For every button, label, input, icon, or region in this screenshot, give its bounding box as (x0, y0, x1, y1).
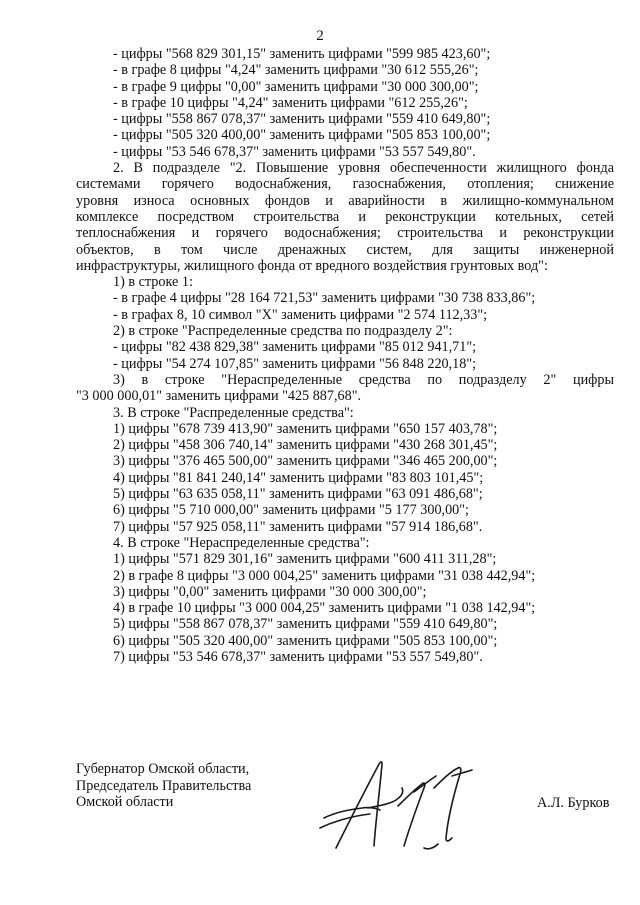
text-line: 5) цифры "63 635 058,11" заменить цифрами "63 091 486,68"; (113, 486, 483, 503)
text-line: - цифры "568 829 301,15" заменить цифрами "599 985 423,60"; (113, 46, 491, 62)
signatory-name: А.Л. Бурков (537, 795, 610, 811)
text-line: "3 000 000,01" заменить цифрами "425 887,68". (76, 388, 362, 405)
signatory-position-line: Губернатор Омской области, (76, 761, 250, 777)
text-line: 1) в строке 1: (113, 274, 193, 291)
text-line: 2) цифры "458 306 740,14" заменить цифрами "430 268 301,45"; (113, 437, 498, 454)
text-line: - в графах 8, 10 символ "Х" заменить цифрами "2 574 112,33"; (113, 306, 488, 323)
signatory-position-line: Председатель Правительства (76, 777, 252, 794)
text-line: 1) цифры "571 829 301,16" заменить цифрами "600 411 311,28"; (113, 551, 497, 568)
text-line: уровня износа основных фондов и аварийности в жилищно-коммунальном (76, 192, 614, 209)
text-line: 5) цифры "558 867 078,37" заменить цифрами "559 410 649,80"; (113, 616, 498, 633)
text-line: инфраструктуры, жилищного фонда от вредного воздействия грунтовых вод": (76, 257, 548, 274)
text-line: - цифры "558 867 078,37" заменить цифрами "559 410 649,80"; (113, 111, 491, 128)
text-line: - цифры "53 546 678,37" заменить цифрами "53 557 549,80". (113, 143, 476, 160)
text-line: - в графе 9 цифры "0,00" заменить цифрами "30 000 300,00"; (113, 78, 479, 95)
text-line: 1) цифры "678 739 413,90" заменить цифрами "650 157 403,78"; (113, 420, 498, 437)
handwritten-signature (318, 748, 498, 858)
text-line: - в графе 4 цифры "28 164 721,53" заменить цифрами "30 738 833,86"; (113, 290, 536, 307)
text-line: теплоснабжения и горячего водоснабжения; строительства и реконструкции (76, 225, 614, 242)
text-line: - цифры "505 320 400,00" заменить цифрами "505 853 100,00"; (113, 127, 491, 144)
document-body (76, 46, 614, 665)
text-line: 2) в графе 8 цифры "3 000 004,25" заменить цифрами "31 038 442,94"; (113, 567, 536, 584)
text-line: системами горячего водоснабжения, газоснабжения, отопления; снижение (76, 176, 614, 193)
text-line: 3. В строке "Распределенные средства": (113, 404, 354, 421)
text-line: объектов, в том числе дренажных систем, для защиты инженерной (76, 241, 614, 258)
text-line: 2) в строке "Распределенные средства по подразделу 2": (113, 323, 453, 340)
text-line: - в графе 10 цифры "4,24" заменить цифрами "612 255,26"; (113, 94, 468, 111)
text-line: 7) цифры "57 925 058,11" заменить цифрами "57 914 186,68". (113, 518, 483, 535)
text-line: 7) цифры "53 546 678,37" заменить цифрами "53 557 549,80". (113, 648, 483, 665)
text-line: - в графе 8 цифры "4,24" заменить цифрами "30 612 555,26"; (113, 62, 479, 79)
text-line: комплексе посредством строительства и реконструкции котельных, сетей (76, 208, 614, 225)
text-line: - цифры "54 274 107,85" заменить цифрами "56 848 220,18"; (113, 355, 477, 372)
signatory-position (76, 761, 251, 811)
text-line: 3) цифры "0,00" заменить цифрами "30 000 300,00"; (113, 583, 427, 600)
text-line: - цифры "82 438 829,38" заменить цифрами "85 012 941,71"; (113, 339, 477, 356)
text-line: 3) цифры "376 465 500,00" заменить цифрами "346 465 200,00"; (113, 453, 498, 470)
text-line: 6) цифры "5 710 000,00" заменить цифрами "5 177 300,00"; (113, 502, 470, 519)
text-line: 2. В подразделе "2. Повышение уровня обеспеченности жилищного фонда (113, 160, 614, 177)
page-number: 2 (316, 28, 324, 44)
text-line: 4) в графе 10 цифры "3 000 004,25" заменить цифрами "1 038 142,94"; (113, 600, 536, 617)
text-line: 3) в строке "Нераспределенные средства по подразделу 2" цифры (113, 371, 614, 388)
text-line: 4) цифры "81 841 240,14" заменить цифрами "83 803 101,45"; (113, 469, 484, 486)
text-line: 6) цифры "505 320 400,00" заменить цифрами "505 853 100,00"; (113, 632, 498, 649)
signatory-position-line: Омской области (76, 794, 174, 810)
text-line: 4. В строке "Нераспределенные средства": (113, 534, 370, 551)
